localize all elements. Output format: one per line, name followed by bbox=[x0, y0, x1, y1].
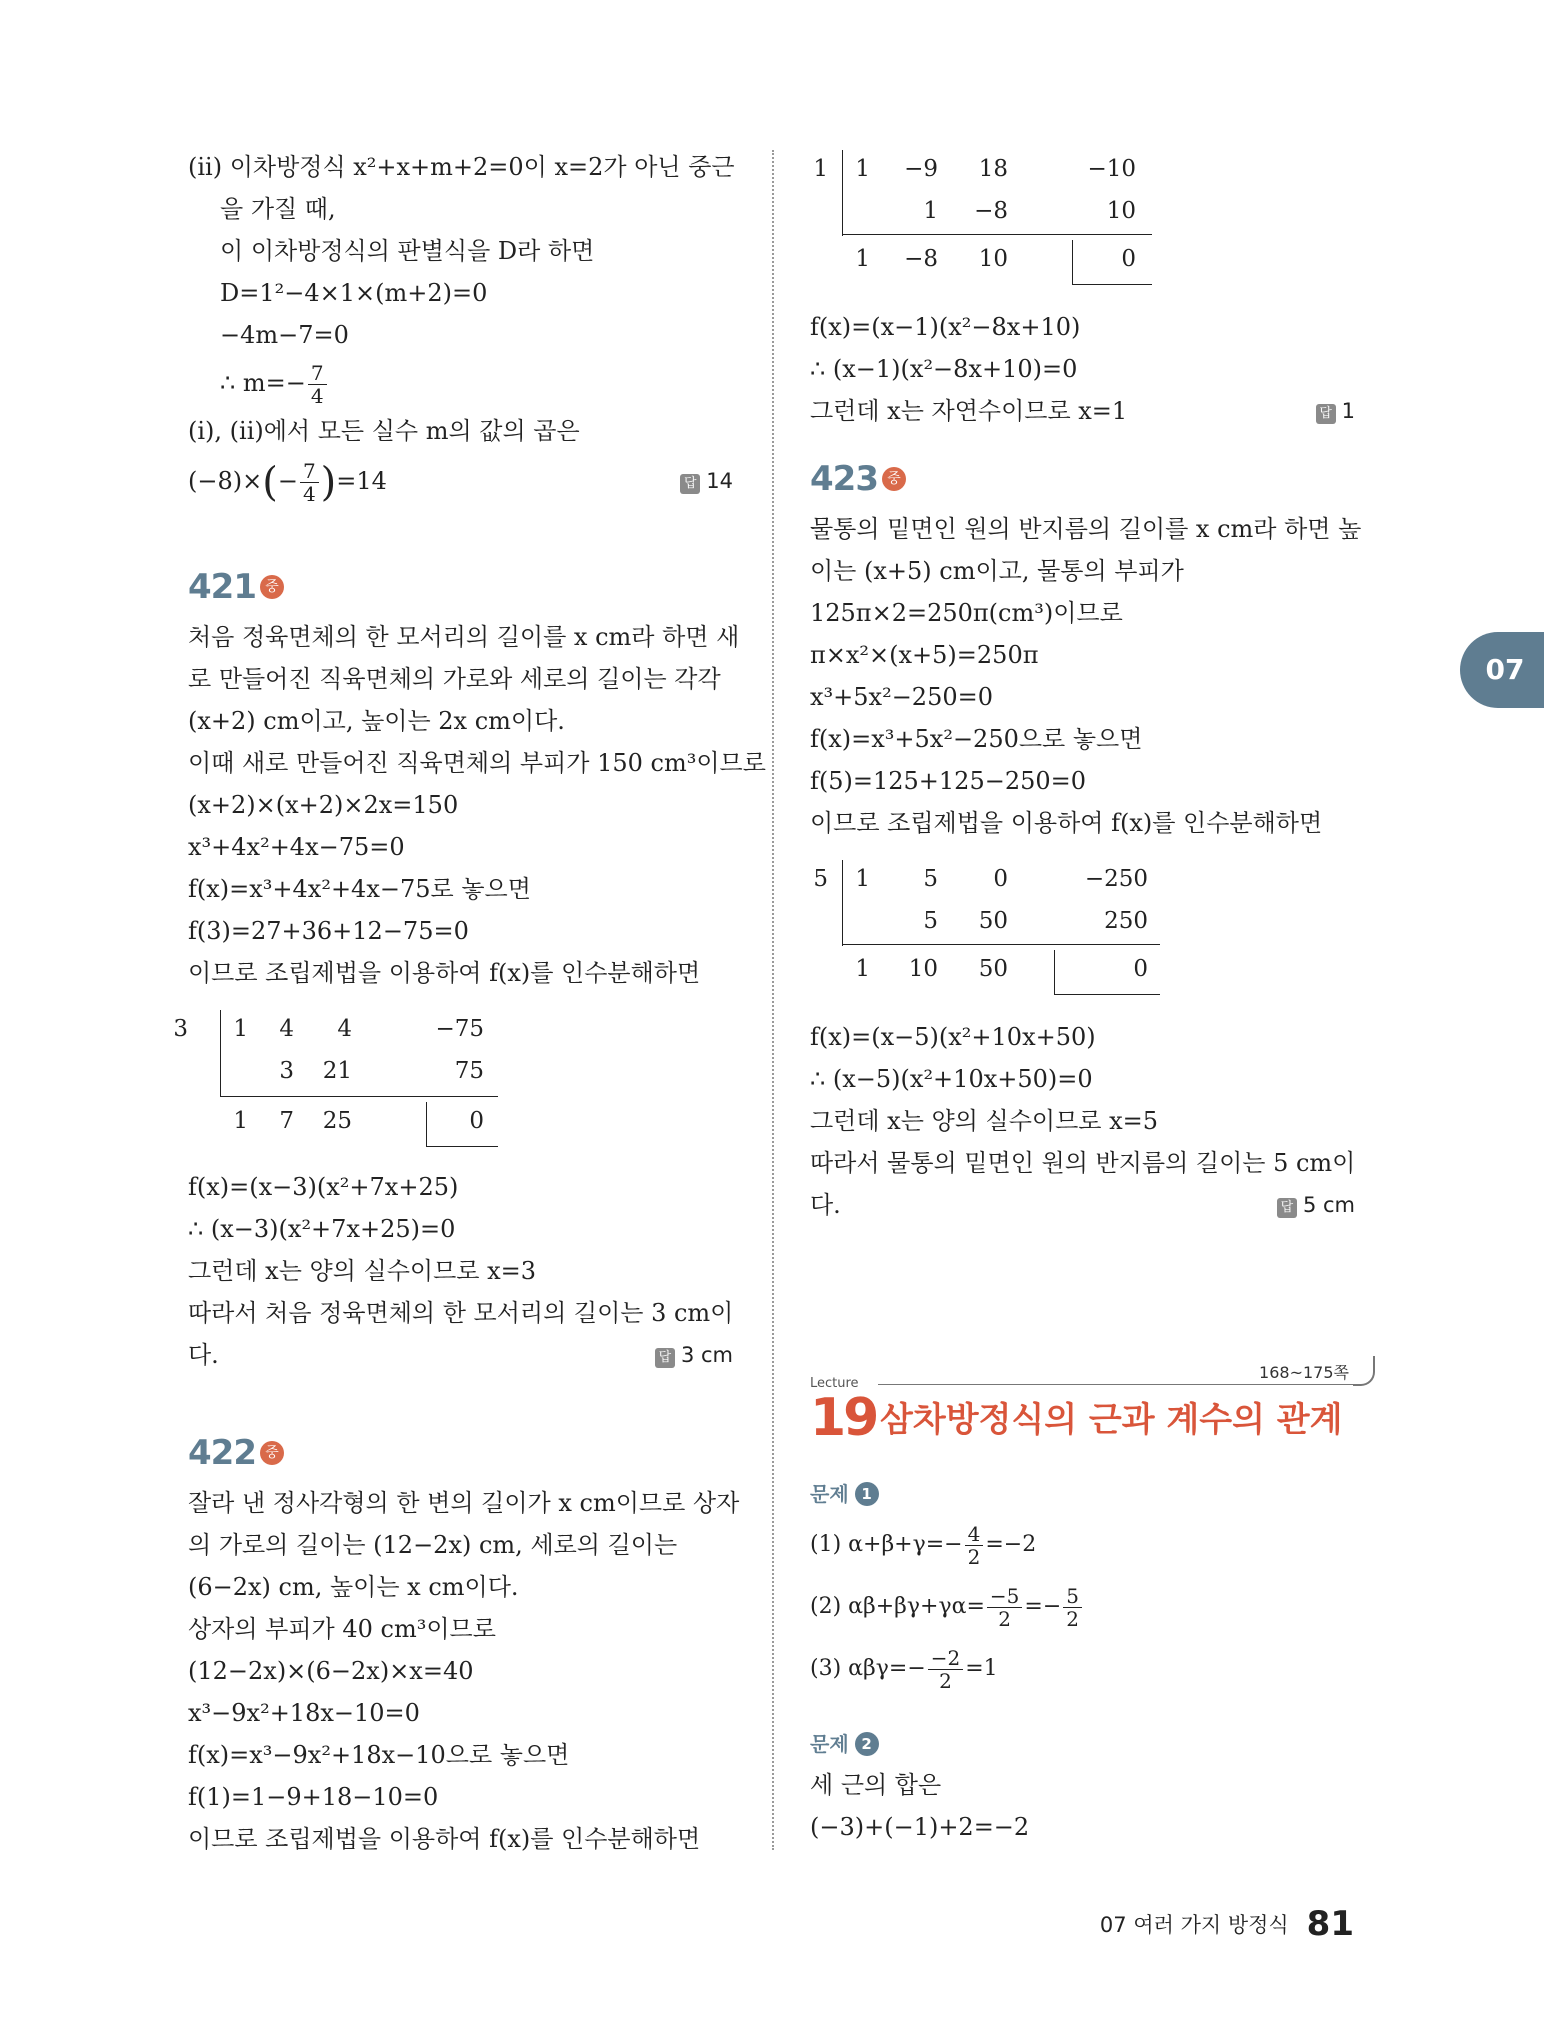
synthetic-division-421: 3 1 4 4 −75 3 21 75 1 7 25 0 bbox=[188, 1006, 733, 1156]
lecture-label: Lecture bbox=[810, 1376, 859, 1391]
text-line: (12−2x)×(6−2x)×x=40 bbox=[188, 1657, 474, 1685]
text-line: f(5)=125+125−250=0 bbox=[810, 767, 1087, 795]
text-line: 이는 (x+5) cm이고, 물통의 부피가 bbox=[810, 557, 1184, 585]
text-line: 따라서 처음 정육면체의 한 모서리의 길이는 3 cm이 bbox=[188, 1299, 734, 1327]
fraction: $\frac{7}{4}$ bbox=[300, 460, 319, 505]
text-line: 상자의 부피가 40 cm³이므로 bbox=[188, 1615, 496, 1643]
problem-1-line-2: (2) αβ+βγ+γα= $\frac{-5}{2}$ =− $\frac{5}{2}$ bbox=[810, 1576, 1355, 1638]
answer-badge: 답 1 bbox=[1316, 390, 1355, 432]
problem-1-line-3: (3) αβγ=− $\frac{-2}{2}$ =1 bbox=[810, 1645, 998, 1693]
text-line: 세 근의 합은 bbox=[810, 1771, 942, 1799]
page-footer bbox=[1100, 1904, 1354, 1944]
left-column bbox=[173, 146, 766, 1860]
difficulty-badge: 중 bbox=[260, 1441, 284, 1465]
lecture-problems bbox=[810, 1464, 1355, 1848]
lecture-title: 삼차방정식의 근과 계수의 관계 bbox=[880, 1400, 1343, 1440]
text-line: −4m−7=0 bbox=[220, 321, 349, 349]
synthetic-division-423: 5 1 5 0 −250 5 50 250 1 10 50 0 bbox=[810, 856, 1355, 1006]
text-line: 따라서 물통의 밑면인 원의 반지름의 길이는 5 cm이 bbox=[810, 1149, 1356, 1177]
difficulty-badge: 중 bbox=[882, 467, 906, 491]
difficulty-badge: 중 bbox=[260, 575, 284, 599]
lecture-header bbox=[810, 1356, 1375, 1456]
text-line: f(x)=(x−3)(x²+7x+25) bbox=[188, 1173, 459, 1201]
page-number: 81 bbox=[1306, 1904, 1354, 1944]
text-line: f(x)=(x−5)(x²+10x+50) bbox=[810, 1023, 1096, 1051]
text-line-with-answer: 다. 답 5 cm bbox=[810, 1184, 1355, 1226]
text-line: 잘라 낸 정사각형의 한 변의 길이가 x cm이므로 상자 bbox=[188, 1489, 740, 1517]
text-line: ∴ (x−3)(x²+7x+25)=0 bbox=[188, 1215, 456, 1243]
answer-badge: 답 5 cm bbox=[1277, 1184, 1355, 1226]
lecture-pages: 168~175쪽 bbox=[1259, 1363, 1349, 1382]
text-line: ∴ (x−5)(x²+10x+50)=0 bbox=[810, 1065, 1093, 1093]
text-line: 이 이차방정식의 판별식을 D라 하면 bbox=[220, 237, 595, 265]
text-line: (6−2x) cm, 높이는 x cm이다. bbox=[188, 1573, 519, 1601]
text-line: (−3)+(−1)+2=−2 bbox=[810, 1813, 1030, 1841]
answer-badge: 답 3 cm bbox=[655, 1334, 733, 1376]
problem-header-422 bbox=[188, 1428, 733, 1478]
m-result bbox=[188, 356, 733, 410]
text-line: x³−9x²+18x−10=0 bbox=[188, 1699, 420, 1727]
lecture-rule bbox=[878, 1384, 1361, 1385]
problem-number: 421 bbox=[188, 567, 256, 607]
text-line: (ii) 이차방정식 x²+x+m+2=0이 x=2가 아닌 중근 bbox=[188, 153, 735, 181]
text-line: 이므로 조립제법을 이용하여 f(x)를 인수분해하면 bbox=[188, 959, 701, 987]
text-line: ∴ (x−1)(x²−8x+10)=0 bbox=[810, 355, 1078, 383]
text-line: f(x)=(x−1)(x²−8x+10) bbox=[810, 313, 1081, 341]
text-line-with-answer: 그런데 x는 자연수이므로 x=1 답 1 bbox=[810, 390, 1355, 432]
text-line: 로 만들어진 직육면체의 가로와 세로의 길이는 각각 bbox=[188, 665, 721, 693]
problem-number: 422 bbox=[188, 1433, 256, 1473]
chapter-title: 07 여러 가지 방정식 bbox=[1099, 1913, 1289, 1937]
text-line: f(x)=x³−9x²+18x−10으로 놓으면 bbox=[188, 1741, 570, 1769]
text-line: (x+2) cm이고, 높이는 2x cm이다. bbox=[188, 707, 565, 735]
chapter-side-tab: 07 bbox=[1460, 632, 1544, 708]
text-line: 을 가질 때, bbox=[220, 195, 336, 223]
text-line: 이때 새로 만들어진 직육면체의 부피가 150 cm³이므로 bbox=[188, 749, 766, 777]
problem-2-label: 문제 2 bbox=[810, 1724, 1355, 1764]
text-line: (x+2)×(x+2)×2x=150 bbox=[188, 791, 459, 819]
text-line: f(x)=x³+5x²−250으로 놓으면 bbox=[810, 725, 1143, 753]
column-divider bbox=[772, 150, 774, 1850]
text-line: x³+5x²−250=0 bbox=[810, 683, 993, 711]
text-line: (i), (ii)에서 모든 실수 m의 값의 곱은 bbox=[188, 417, 580, 445]
fraction: $\frac{7}{4}$ bbox=[308, 362, 327, 407]
text-line: 그런데 x는 양의 실수이므로 x=3 bbox=[188, 1257, 536, 1285]
text-line: D=1²−4×1×(m+2)=0 bbox=[220, 279, 488, 307]
problem-1-line-1: (1) α+β+γ=− $\frac{4}{2}$ =−2 bbox=[810, 1521, 1037, 1569]
text-line: x³+4x²+4x−75=0 bbox=[188, 833, 405, 861]
problem-number: 423 bbox=[810, 459, 878, 499]
text-line: f(1)=1−9+18−10=0 bbox=[188, 1783, 439, 1811]
lecture-number: 19 bbox=[810, 1388, 877, 1448]
text-line: f(x)=x³+4x²+4x−75로 놓으면 bbox=[188, 875, 531, 903]
problem-header-421 bbox=[188, 562, 733, 612]
m-result-prefix: ∴ m=− bbox=[220, 369, 306, 397]
product-line: (−8)×(− $\frac{7}{4}$ )=14 답 14 bbox=[188, 452, 733, 510]
text-line: π×x²×(x+5)=250π bbox=[810, 641, 1039, 669]
text-line: 물통의 밑면인 원의 반지름의 길이를 x cm라 하면 높 bbox=[810, 515, 1362, 543]
right-column bbox=[810, 146, 1362, 1226]
text-line: 처음 정육면체의 한 모서리의 길이를 x cm라 하면 새 bbox=[188, 623, 740, 651]
text-line-with-answer: 다. 답 3 cm bbox=[188, 1334, 733, 1376]
lecture-rule-curve bbox=[1353, 1356, 1375, 1386]
problem-1-label: 문제 1 bbox=[810, 1474, 1355, 1514]
synthetic-division-422: 1 1 −9 18 −10 1 −8 10 1 −8 10 0 bbox=[810, 146, 1355, 296]
text-line: 그런데 x는 양의 실수이므로 x=5 bbox=[810, 1107, 1158, 1135]
text-line: 이므로 조립제법을 이용하여 f(x)를 인수분해하면 bbox=[188, 1825, 701, 1853]
problem-header-423 bbox=[810, 454, 1355, 504]
text-line: 125π×2=250π(cm³)이므로 bbox=[810, 599, 1123, 627]
text-line: 이므로 조립제법을 이용하여 f(x)를 인수분해하면 bbox=[810, 809, 1323, 837]
text-line: f(3)=27+36+12−75=0 bbox=[188, 917, 469, 945]
answer-badge: 답 14 bbox=[680, 452, 733, 510]
text-line: 의 가로의 길이는 (12−2x) cm, 세로의 길이는 bbox=[188, 1531, 678, 1559]
